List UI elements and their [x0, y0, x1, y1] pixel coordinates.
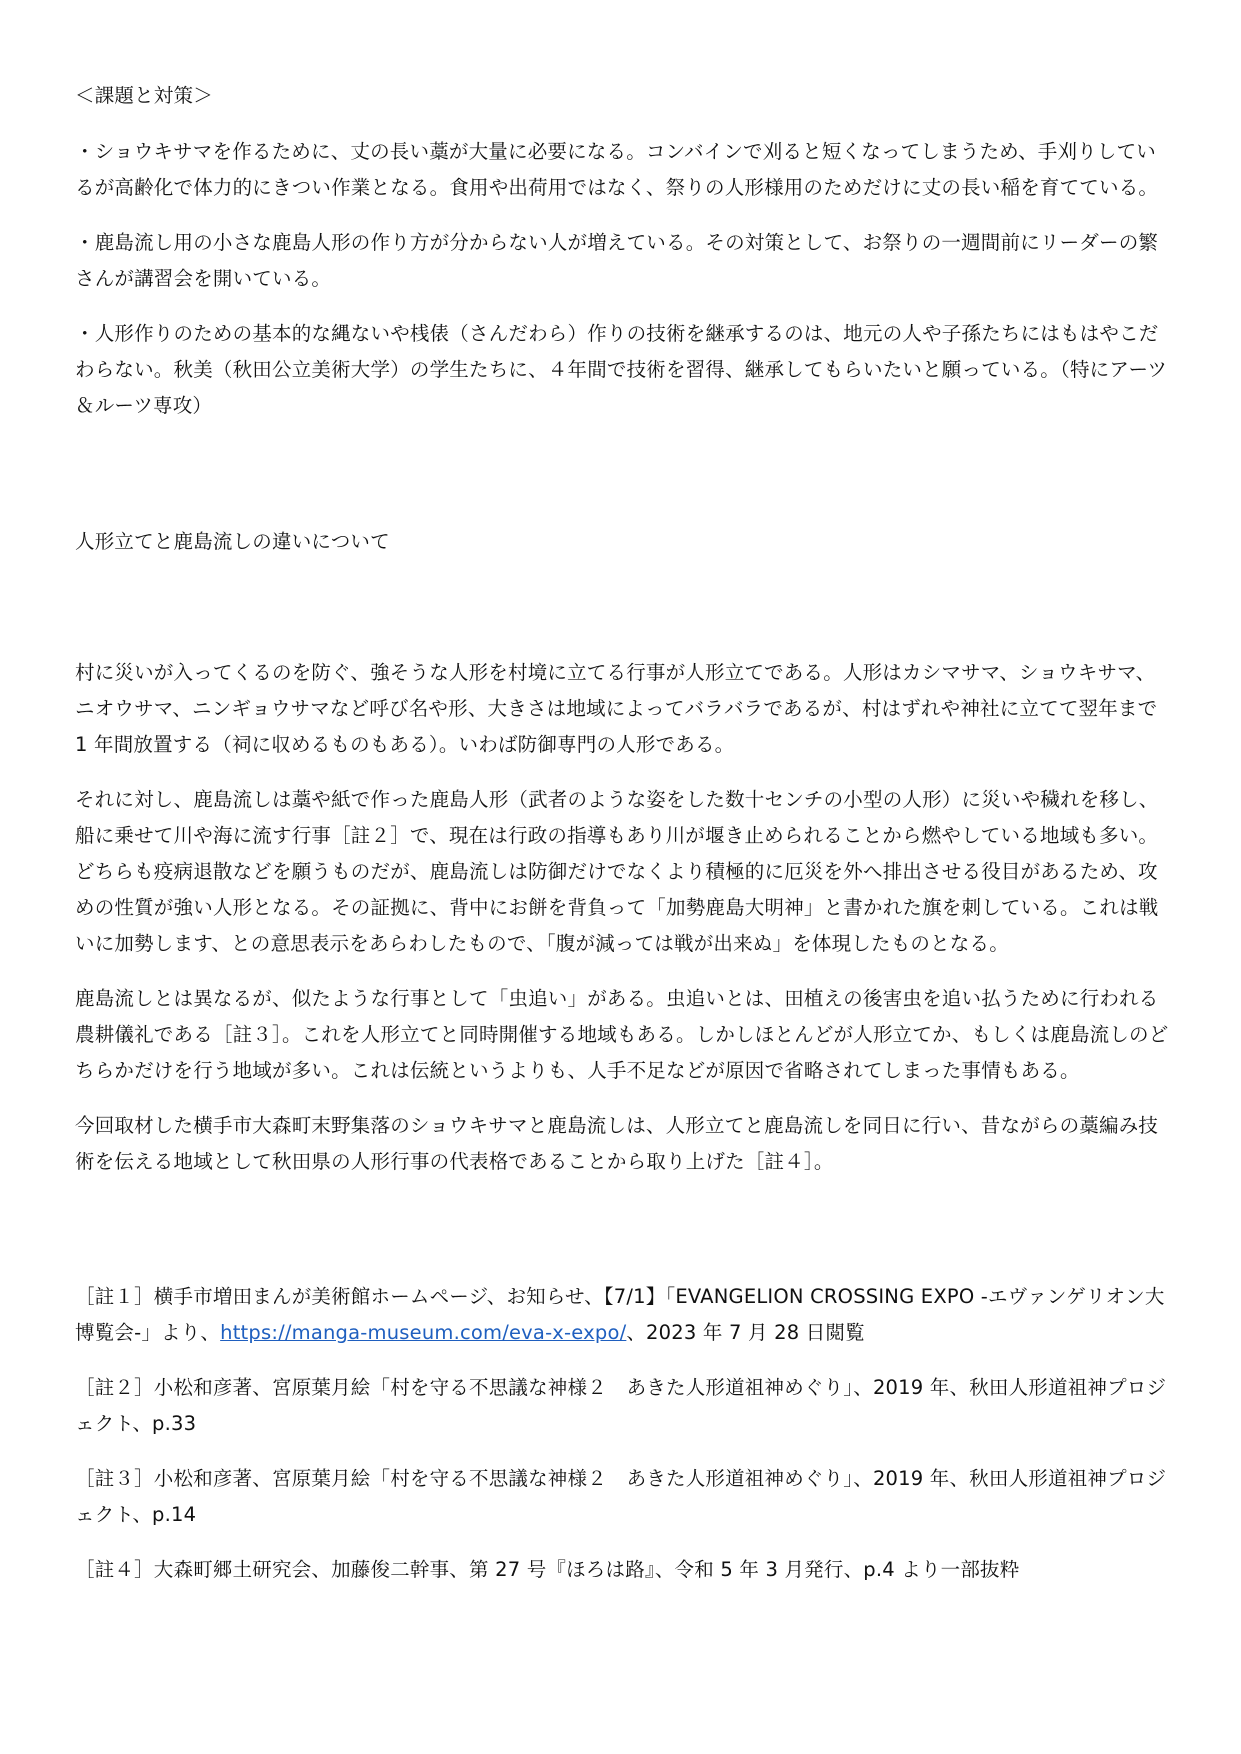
footnote-1-link[interactable]: https://manga-museum.com/eva-x-expo/: [220, 1321, 627, 1344]
issues-heading: ＜課題と対策＞: [75, 84, 213, 107]
body-paragraph: 鹿島流しとは異なるが、似たような行事として「虫追い」がある。虫追いとは、田植えの後害虫を追い払うために行われる農耕儀礼である［註３］。これを人形立てと同時開催する地域もある。しかしほとんどが人形立てか、もしくは鹿島流しのどちらかだけを行う地域が多い。これは伝統というよりも、人手不足などが原因で省略されてしまった事情もある。: [75, 987, 1169, 1082]
body-paragraph: 村に災いが入ってくるのを防ぐ、強そうな人形を村境に立てる行事が人形立てである。人形はカシマサマ、ショウキサマ、ニオウサマ、ニンギョウサマなど呼び名や形、大きさは地域によってバラバラであるが、村はずれや神社に立てて翌年まで 1 年間放置する（祠に収めるものもある）。いわば防御専門の人形である。: [75, 661, 1158, 756]
issue-item: ・人形作りのための基本的な縄ないや桟俵（さんだわら）作りの技術を継承するのは、地元の人や子孫たちにはもはやこだわらない。秋美（秋田公立美術大学）の学生たちに、４年間で技術を習得、継承してもらいたいと願っている。（特にアーツ＆ルーツ専攻）: [75, 322, 1168, 417]
spacer: [75, 443, 1173, 524]
spacer: [75, 579, 1173, 655]
issue-item: ・ショウキサマを作るために、丈の長い藁が大量に必要になる。コンバインで刈ると短くなってしまうため、手刈りしているが高齢化で体力的にきつい作業となる。食用や出荷用ではなく、祭りの人形様用のためだけに丈の長い稲を育てている。: [75, 140, 1159, 199]
issue-item: ・鹿島流し用の小さな鹿島人形の作り方が分からない人が増えている。その対策として、お祭りの一週間前にリーダーの繁さんが講習会を開いている。: [75, 231, 1159, 290]
footnote-1: [75, 1279, 1173, 1351]
footnote-4: ［註４］大森町郷土研究会、加藤俊二幹事、第 27 号『ほろは路』、令和 5 年 3 月発行、p.4 より一部抜粋: [75, 1558, 1020, 1581]
footnote-2: ［註２］小松和彦著、宮原葉月絵「村を守る不思議な神様２ あきた人形道祖神めぐり」、2019 年、秋田人形道祖神プロジェクト、p.33: [75, 1376, 1167, 1435]
body-paragraph: それに対し、鹿島流しは藁や紙で作った鹿島人形（武者のような姿をした数十センチの小型の人形）に災いや穢れを移し、船に乗せて川や海に流す行事［註２］で、現在は行政の指導もあり川が堰き止められることから燃やしている地域も多い。どちらも疫病退散などを願うものだが、鹿島流しは防御だけでなくより積極的に厄災を外へ排出させる役目があるため、攻めの性質が強い人形となる。その証拠に、背中にお餅を背負って「加勢鹿島大明神」と書かれた旗を刺している。これは戦いに加勢します、との意思表示をあらわしたもので、「腹が減っては戦が出来ぬ」を体現したものとなる。: [75, 788, 1159, 955]
spacer: [75, 1199, 1173, 1279]
section-heading: 人形立てと鹿島流しの違いについて: [75, 530, 390, 553]
footnote-3: ［註３］小松和彦著、宮原葉月絵「村を守る不思議な神様２ あきた人形道祖神めぐり」、2019 年、秋田人形道祖神プロジェクト、p.14: [75, 1467, 1167, 1526]
footnote-1-date: 、2023 年 7 月 28 日閲覧: [626, 1321, 865, 1344]
footnote-1-text: ［註１］横手市増田まんが美術館ホームページ、お知らせ、【7/1】「EVANGELION CROSSING EXPO -エヴァンゲリオン大博覧会-」より、: [75, 1285, 1165, 1344]
body-paragraph: 今回取材した横手市大森町末野集落のショウキサマと鹿島流しは、人形立てと鹿島流しを同日に行い、昔ながらの藁編み技術を伝える地域として秋田県の人形行事の代表格であることから取り上げた［註４］。: [75, 1114, 1159, 1173]
